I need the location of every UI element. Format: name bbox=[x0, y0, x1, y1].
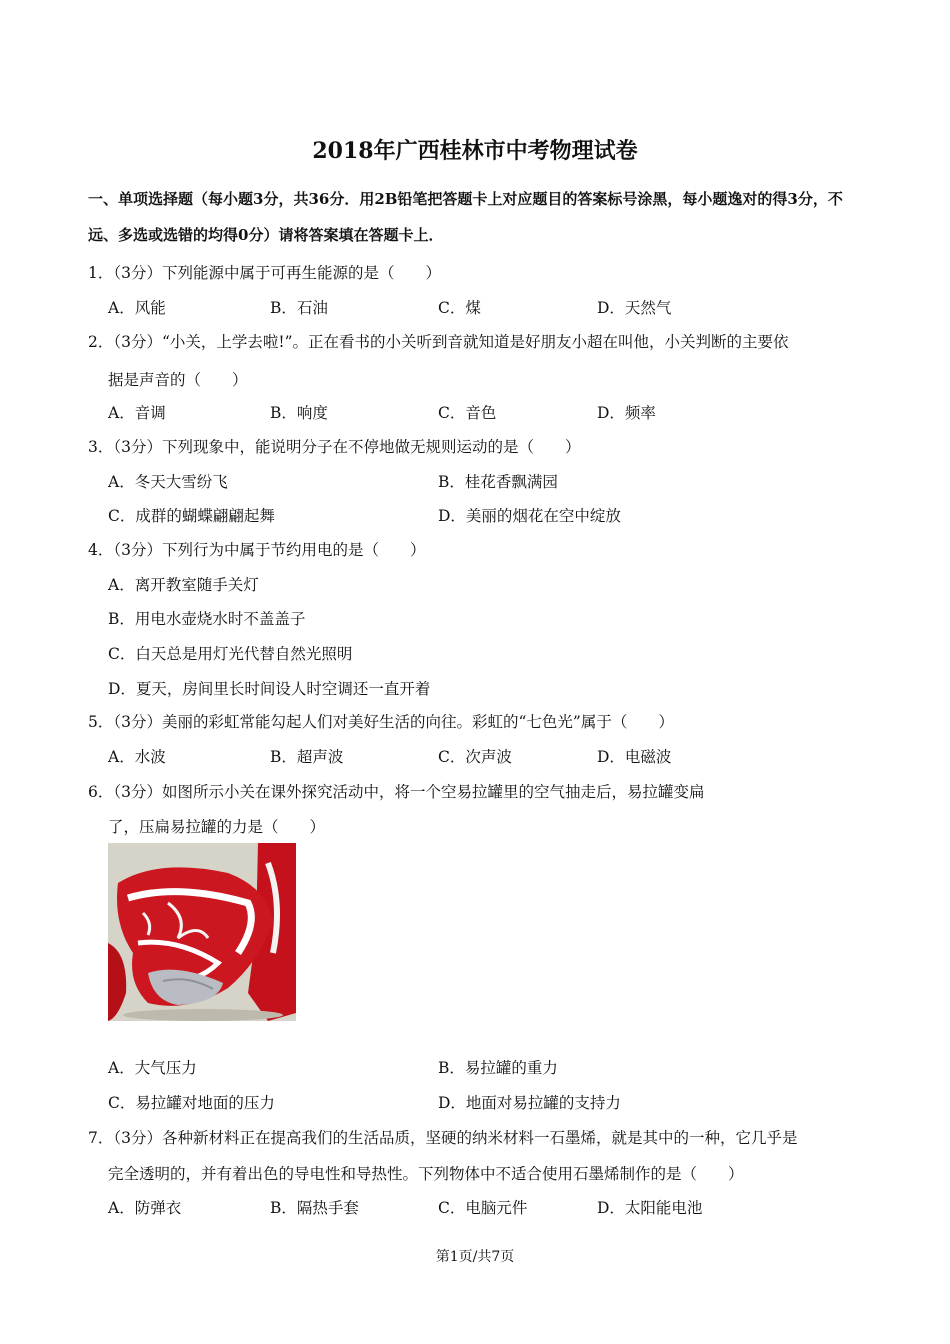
question-5-stem: 5．（3分）美丽的彩虹常能勾起人们对美好生活的向往。彩虹的“七色光”属于（ ） bbox=[88, 713, 674, 731]
page-title: 2018年广西桂林市中考物理试卷 bbox=[312, 138, 638, 164]
q2-option-b: B．响度 bbox=[270, 404, 328, 422]
question-2-stem-cont: 据是声音的（ ） bbox=[108, 371, 248, 389]
q4-option-c: C．白天总是用灯光代替自然光照明 bbox=[108, 645, 353, 663]
question-3-stem: 3．（3分）下列现象中，能说明分子在不停地做无规则运动的是（ ） bbox=[88, 438, 581, 456]
q6-option-a: A．大气压力 bbox=[108, 1059, 197, 1077]
q2-option-a: A．音调 bbox=[108, 404, 166, 422]
q6-option-d: D．地面对易拉罐的支持力 bbox=[438, 1094, 621, 1112]
question-6-stem-cont: 了，压扁易拉罐的力是（ ） bbox=[108, 818, 326, 836]
q6-option-c: C．易拉罐对地面的压力 bbox=[108, 1094, 275, 1112]
question-1-stem: 1．（3分）下列能源中属于可再生能源的是（ ） bbox=[88, 264, 441, 282]
q6-option-b: B．易拉罐的重力 bbox=[438, 1059, 558, 1077]
q7-option-b: B．隔热手套 bbox=[270, 1199, 359, 1217]
q4-option-d: D．夏天，房间里长时间设人时空调还一直开着 bbox=[108, 680, 431, 698]
question-2-stem: 2．（3分）“小关，上学去啦!”。正在看书的小关听到音就知道是好朋友小超在叫他，小关判断的主要依 bbox=[88, 333, 789, 351]
section-heading: 一、单项选择题（每小题3分，共36分．用2B铅笔把答题卡上对应题目的答案标号涂黑，每小题逸对的得3分，不远、多选或选错的均得0分）请将答案填在答题卡上． bbox=[88, 190, 843, 244]
q3-option-d: D．美丽的烟花在空中绽放 bbox=[438, 507, 621, 525]
question-6-stem: 6．（3分）如图所示小关在课外探究活动中，将一个空易拉罐里的空气抽走后，易拉罐变扁 bbox=[88, 783, 705, 801]
q3-option-c: C．成群的蝴蝶翩翩起舞 bbox=[108, 507, 275, 525]
q4-option-a: A．离开教室随手关灯 bbox=[108, 576, 259, 594]
q7-option-c: C．电脑元件 bbox=[438, 1199, 528, 1217]
q3-option-b: B．桂花香飘满园 bbox=[438, 473, 558, 491]
q2-option-d: D．频率 bbox=[597, 404, 656, 422]
q1-option-d: D．天然气 bbox=[597, 299, 672, 317]
q5-option-c: C．次声波 bbox=[438, 748, 512, 766]
q2-option-c: C．音色 bbox=[438, 404, 497, 422]
q5-option-d: D．电磁波 bbox=[597, 748, 672, 766]
q7-option-d: D．太阳能电池 bbox=[597, 1199, 703, 1217]
q1-option-b: B．石油 bbox=[270, 299, 328, 317]
page-footer: 第1页/共7页 bbox=[435, 1249, 515, 1265]
q3-option-a: A．冬天大雪纷飞 bbox=[108, 473, 228, 491]
q1-option-a: A．风能 bbox=[108, 299, 166, 317]
q5-option-b: B．超声波 bbox=[270, 748, 344, 766]
q4-option-b: B．用电水壶烧水时不盖盖子 bbox=[108, 610, 306, 628]
question-4-stem: 4．（3分）下列行为中属于节约用电的是（ ） bbox=[88, 541, 426, 559]
question-7-stem-cont: 完全透明的，并有着出色的导电性和导热性。下列物体中不适合使用石墨烯制作的是（ ） bbox=[108, 1165, 744, 1183]
q5-option-a: A．水波 bbox=[108, 748, 166, 766]
q1-option-c: C．煤 bbox=[438, 299, 481, 317]
crushed-can-photo bbox=[108, 843, 296, 1021]
question-7-stem: 7．（3分）各种新材料正在提高我们的生活品质，坚硬的纳米材料一石墨烯，就是其中的一种，它几乎是 bbox=[88, 1129, 798, 1147]
q7-option-a: A．防弹衣 bbox=[108, 1199, 182, 1217]
